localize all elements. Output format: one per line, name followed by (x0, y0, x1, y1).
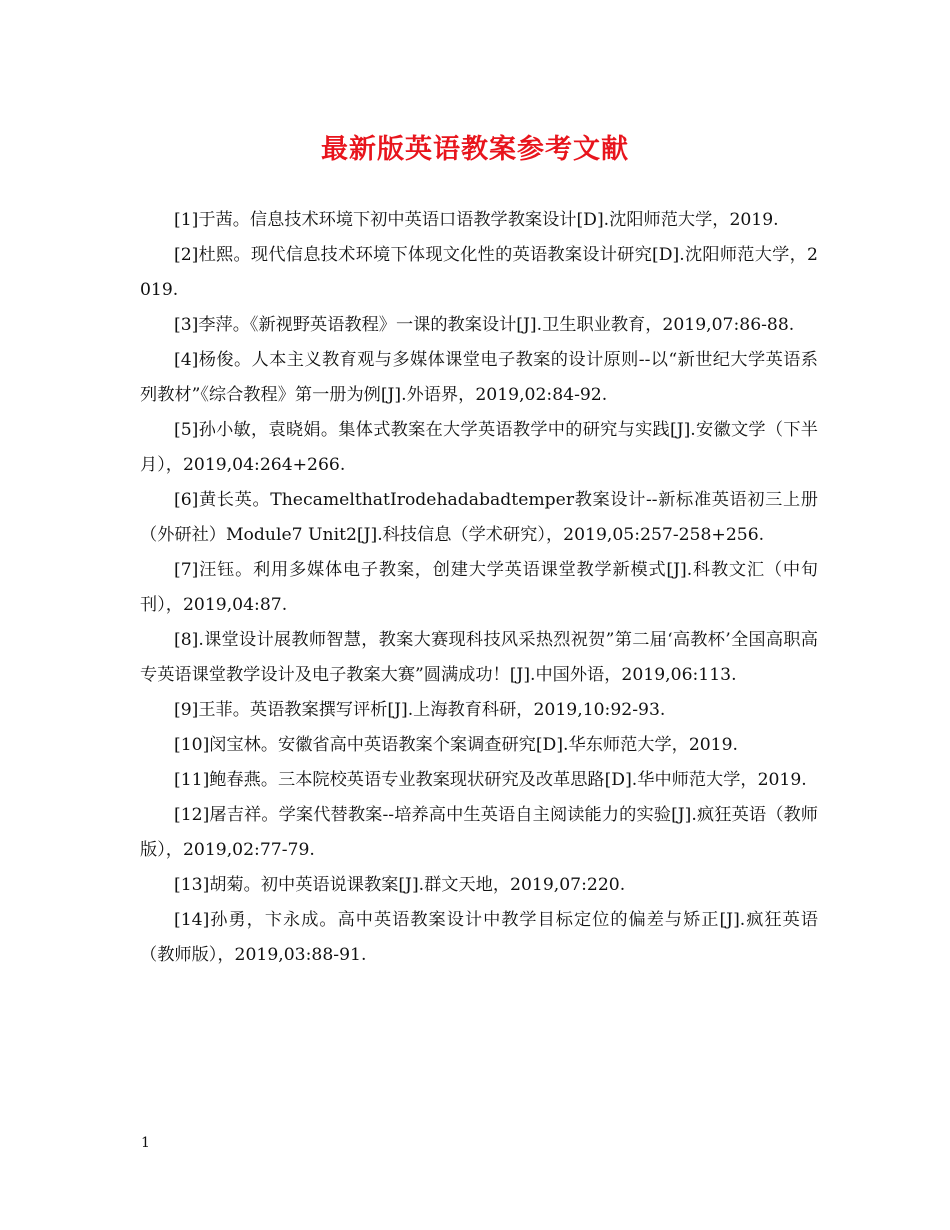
reference-item-2: [2]杜熙。现代信息技术环境下体现文化性的英语教案设计研究[D].沈阳师范大学，2019. (140, 245, 818, 300)
reference-item-13: [13]胡菊。初中英语说课教案[J].群文天地，2019,07:220. (174, 875, 626, 895)
reference-item-14: [14]孙勇，卞永成。高中英语教案设计中教学目标定位的偏差与矫正[J].疯狂英语（教师版），2019,03:88-91. (140, 910, 818, 965)
reference-item-4: [4]杨俊。人本主义教育观与多媒体课堂电子教案的设计原则--以“新世纪大学英语系列教材”《综合教程》第一册为例[J].外语界，2019,02:84-92. (140, 350, 818, 405)
reference-item-12: [12]屠吉祥。学案代替教案--培养高中生英语自主阅读能力的实验[J].疯狂英语（教师版），2019,02:77-79. (140, 805, 818, 860)
reference-item-3: [3]李萍。《新视野英语教程》一课的教案设计[J].卫生职业教育，2019,07:86-88. (174, 315, 795, 335)
reference-item-1: [1]于茜。信息技术环境下初中英语口语教学教案设计[D].沈阳师范大学，2019. (174, 210, 779, 230)
reference-item-5: [5]孙小敏，袁晓娟。集体式教案在大学英语教学中的研究与实践[J].安徽文学（下半月），2019,04:264+266. (140, 420, 818, 475)
page-title: 最新版英语教案参考文献 (321, 134, 629, 165)
reference-item-7: [7]汪钰。利用多媒体电子教案，创建大学英语课堂教学新模式[J].科教文汇（中旬刊），2019,04:87. (140, 560, 818, 615)
reference-item-9: [9]王菲。英语教案撰写评析[J].上海教育科研，2019,10:92-93. (174, 700, 666, 720)
reference-item-11: [11]鲍春燕。三本院校英语专业教案现状研究及改革思路[D].华中师范大学，2019. (174, 770, 807, 790)
page-number: 1 (141, 1135, 150, 1151)
reference-item-10: [10]闵宝林。安徽省高中英语教案个案调查研究[D].华东师范大学，2019. (174, 735, 739, 755)
reference-item-8: [8].课堂设计展教师智慧，教案大赛现科技风采热烈祝贺”第二届‘高教杯’全国高职高专英语课堂教学设计及电子教案大赛”圆满成功！[J].中国外语，2019,06:113. (140, 630, 818, 685)
reference-item-6: [6]黄长英。ThecamelthatIrodehadabadtemper教案设计--新标准英语初三上册（外研社）Module7 Unit2[J].科技信息（学术研究），2019,05:257-258+256. (140, 490, 818, 545)
reference-list (140, 203, 818, 973)
